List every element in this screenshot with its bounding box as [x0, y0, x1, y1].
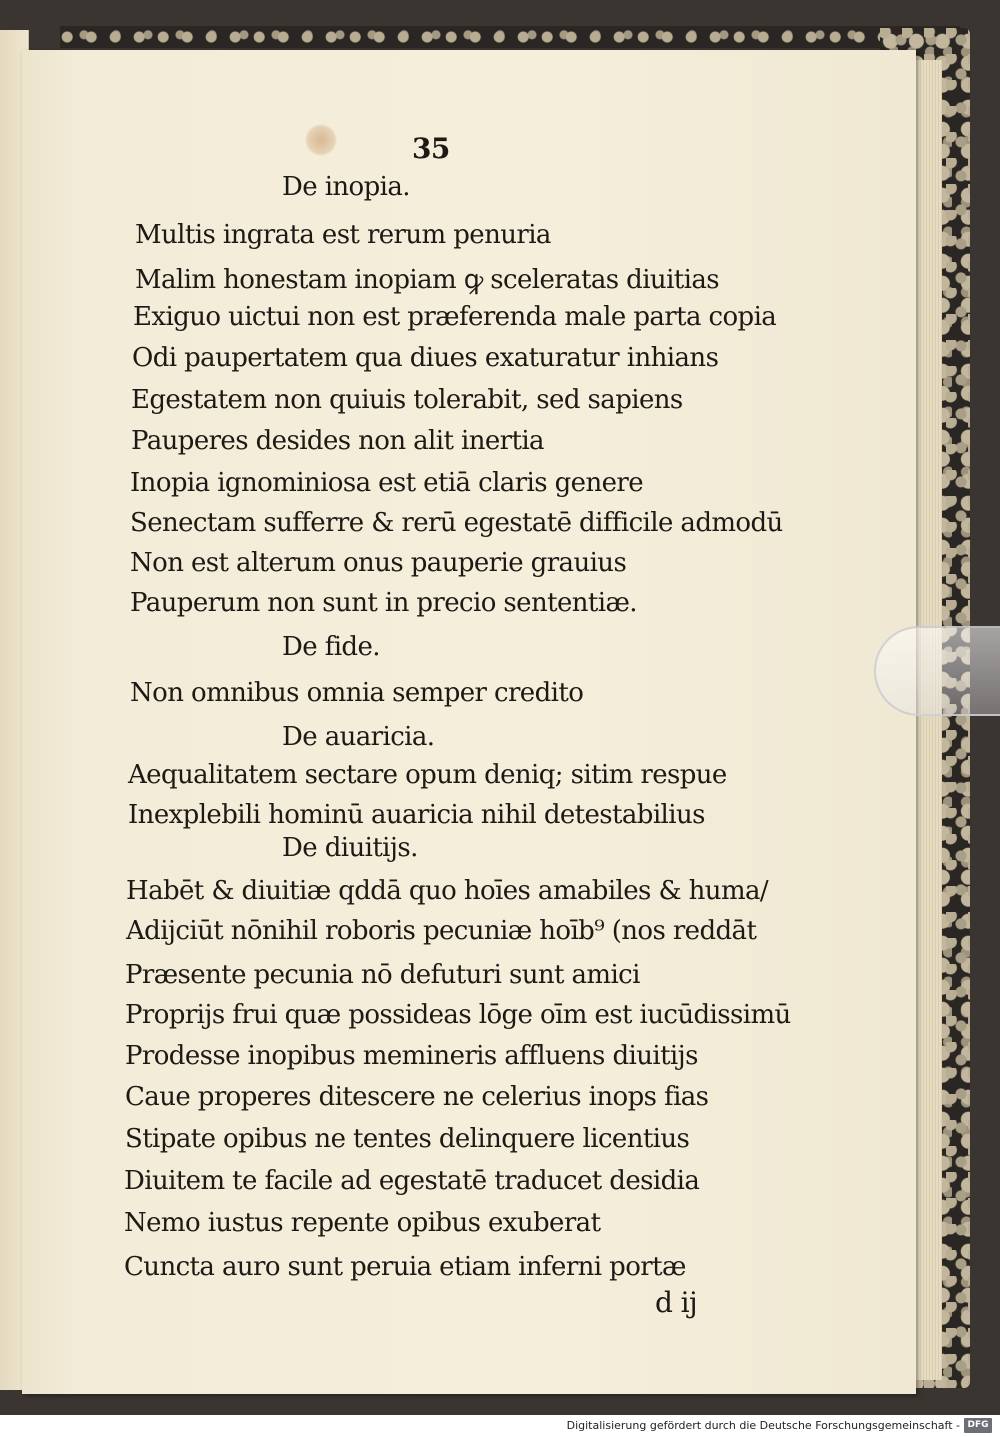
text-line: Habēt & diuitiæ qddā quo hoīes amabiles & huma/	[126, 876, 769, 906]
text-line: Senectam sufferre & rerū egestatē difficile admodū	[130, 508, 783, 538]
section-heading: De diuitijs.	[282, 833, 418, 863]
text-line: Adijciūt nōnihil roboris pecuniæ hoīb⁹ (nos reddāt	[126, 916, 757, 946]
dfg-logo: DFG	[964, 1418, 992, 1433]
text-line: Exiguo uictui non est præferenda male parta copia	[133, 302, 777, 332]
section-heading: De inopia.	[282, 172, 410, 202]
text-line: Malim honestam inopiam ꝙ sceleratas diuitias	[135, 265, 720, 295]
text-line: Præsente pecunia nō defuturi sunt amici	[125, 960, 640, 990]
signature-mark: d ij	[655, 1286, 698, 1319]
text-line: Cuncta auro sunt peruia etiam inferni portæ	[124, 1252, 686, 1282]
text-line: Pauperes desides non alit inertia	[131, 426, 544, 456]
text-line: Egestatem non quiuis tolerabit, sed sapiens	[131, 385, 683, 415]
footer-credit: Digitalisierung gefördert durch die Deutsche Forschungsgemeinschaft -	[566, 1419, 960, 1432]
text-line: Prodesse inopibus memineris affluens diuitijs	[125, 1041, 698, 1071]
text-line: Odi paupertatem qua diues exaturatur inhians	[132, 343, 719, 373]
text-line: Stipate opibus ne tentes delinquere licentius	[125, 1124, 690, 1154]
text-line: Multis ingrata est rerum penuria	[135, 220, 551, 250]
section-heading: De fide.	[282, 632, 380, 662]
text-line: Pauperum non sunt in precio sententiæ.	[130, 588, 637, 618]
digitization-footer	[0, 1415, 1000, 1437]
text-line: Inopia ignominiosa est etiā claris genere	[130, 468, 644, 498]
section-heading: De auaricia.	[282, 722, 435, 752]
text-line: Non omnibus omnia semper credito	[130, 678, 584, 708]
text-line: Aequalitatem sectare opum deniq; sitim respue	[128, 760, 727, 790]
text-line: Caue properes ditescere ne celerius inops fias	[125, 1082, 709, 1112]
text-line: Inexplebili hominū auaricia nihil detestabilius	[128, 800, 705, 830]
folio-number: 35	[412, 132, 450, 165]
text-line: Nemo iustus repente opibus exuberat	[124, 1208, 601, 1238]
text-line: Non est alterum onus pauperie grauius	[130, 548, 627, 578]
text-line: Proprijs frui quæ possideas lōge oīm est iucūdissimū	[125, 1000, 791, 1030]
text-line: Diuitem te facile ad egestatē traducet desidia	[124, 1166, 700, 1196]
